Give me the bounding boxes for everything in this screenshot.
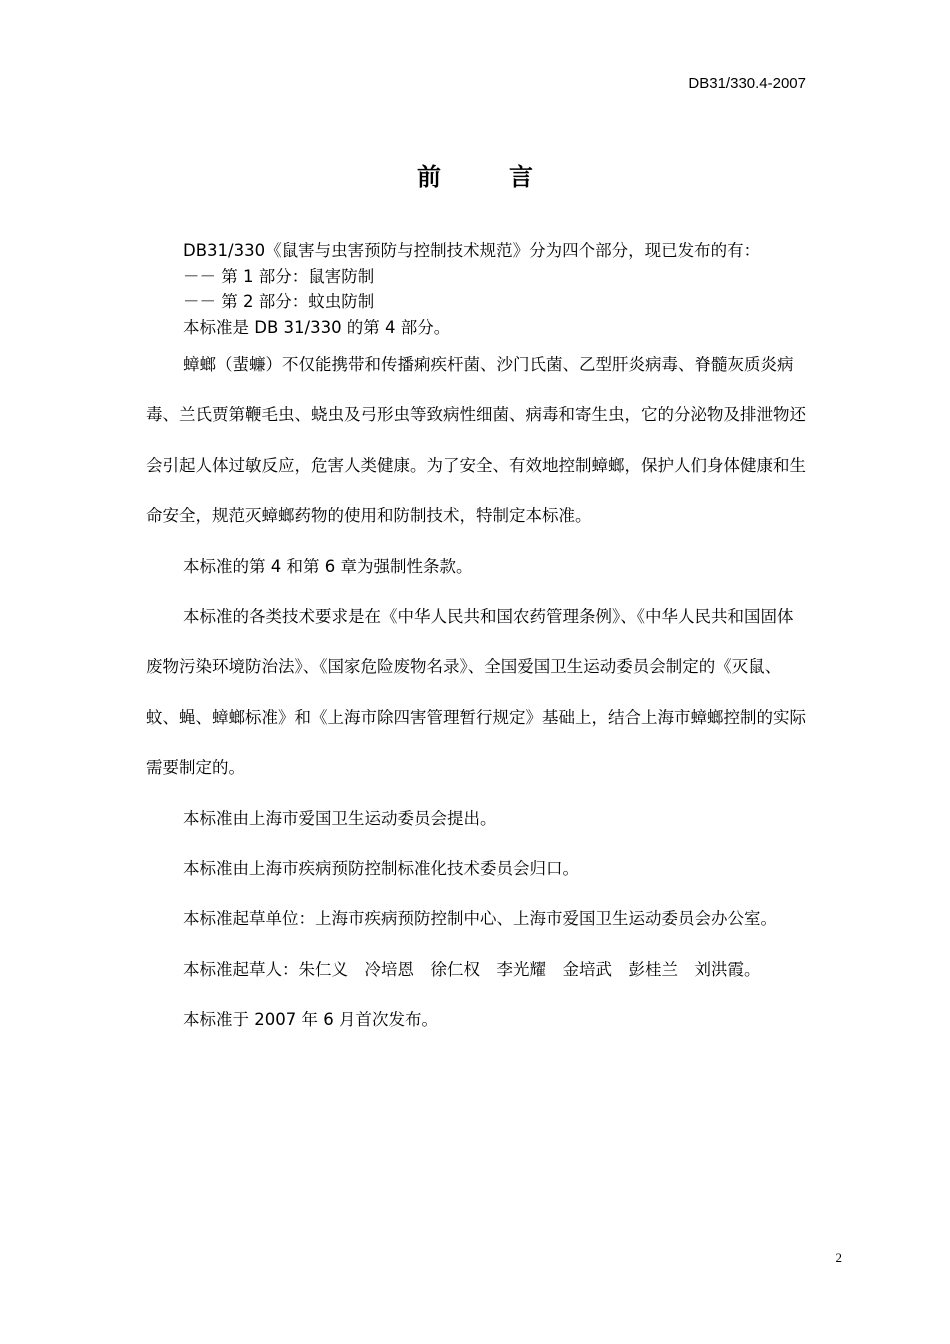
paragraph-cockroach-hazards: 蟑螂（蜚蠊）不仅能携带和传播痢疾杆菌、沙门氏菌、乙型肝炎病毒、脊髓灰质炎病毒、兰氏贾第鞭毛虫、蛲虫及弓形虫等致病性细菌、病毒和寄生虫，它的分泌物及排泄物还会引起人体过敏反应，危害人类健康。为了安全、有效地控制蟑螂，保护人们身体健康和生命安全，规范灭蟑螂药物的使用和防制技术，特制定本标准。: [146, 355, 806, 526]
list-item-part-2: －－ 第 2 部分：蚊虫防制: [183, 292, 375, 311]
foreword-body: [146, 238, 808, 1046]
intro-paragraph: DB31/330《鼠害与虫害预防与控制技术规范》分为四个部分，现已发布的有：: [183, 241, 761, 260]
page-number: 2: [835, 1250, 842, 1265]
document-code: DB31/330.4-2007: [688, 75, 806, 92]
paragraph-mandatory-clauses: 本标准的第 4 和第 6 章为强制性条款。: [183, 556, 473, 576]
paragraph-drafting-units: 本标准起草单位：上海市疾病预防控制中心、上海市爱国卫生运动委员会办公室。: [183, 909, 777, 929]
paragraph-basis: 本标准的各类技术要求是在《中华人民共和国农药管理条例》、《中华人民共和国固体废物污染环境防治法》、《国家危险废物名录》、全国爱国卫生运动委员会制定的《灭鼠、蚊、蝇、蟑螂标准》和《上海市除四害管理暂行规定》基础上，结合上海市蟑螂控制的实际需要制定的。: [146, 607, 806, 778]
page-title: 前言: [417, 163, 601, 191]
paragraph-proposer: 本标准由上海市爱国卫生运动委员会提出。: [183, 808, 497, 828]
paragraph-drafters: 本标准起草人：朱仁义 冷培恩 徐仁权 李光耀 金培武 彭桂兰 刘洪霞。: [183, 959, 761, 979]
paragraph-release-date: 本标准于 2007 年 6 月首次发布。: [183, 1010, 438, 1030]
paragraph-technical-committee: 本标准由上海市疾病预防控制标准化技术委员会归口。: [183, 859, 579, 879]
part-4-statement: 本标准是 DB 31/330 的第 4 部分。: [183, 317, 451, 337]
list-item-part-1: －－ 第 1 部分：鼠害防制: [183, 266, 375, 286]
